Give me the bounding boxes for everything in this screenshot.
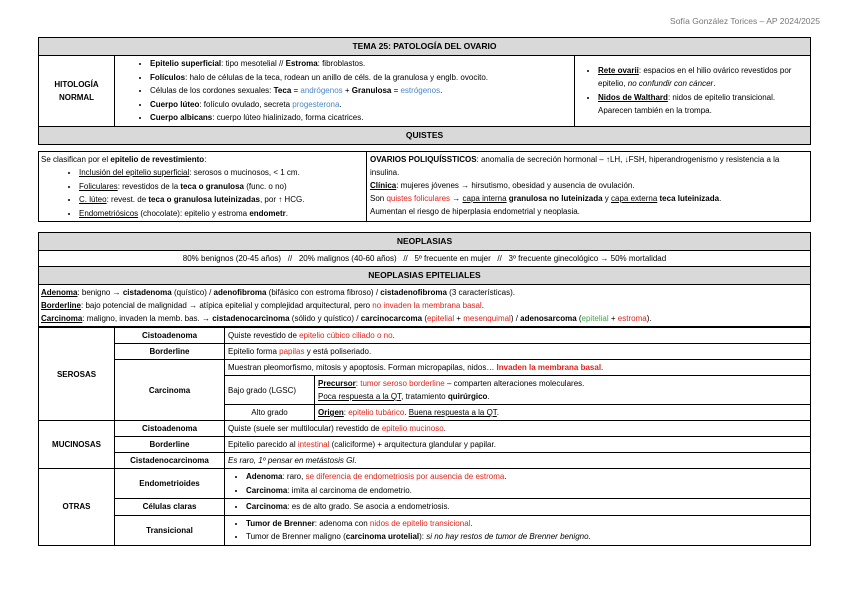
row-label: Cistoadenoma [115,328,225,344]
list-item: • C. lúteo: revest. de teca o granulosa luteinizadas, por ↑ HCG. [79,193,363,207]
list-item: • Adenoma: raro, se diferencia de endometriosis por ausencia de estroma. [246,470,807,484]
page-title: TEMA 25: PATOLOGÍA DEL OVARIO [39,38,811,56]
neoplasias-table [38,232,811,327]
table-row [39,515,811,545]
list-item: • Cuerpo lúteo: folículo ovulado, secreta progesterona. [150,98,571,112]
mucinosas-label: MUCINOSAS [39,421,115,469]
row-label: Borderline [115,344,225,360]
table-row [39,437,811,453]
table-row [39,453,811,469]
cell: Precursor: tumor seroso borderline – comparten alteraciones moleculares. Poca respuesta a la QT, tratamiento quirúrgico. [315,376,811,405]
row-label: Borderline [115,437,225,453]
cell: Quiste (suele ser multilocular) revestido de epitelio mucinoso. [225,421,811,437]
table-row [39,360,811,376]
sub-label: Alto grado [225,405,315,421]
quistes-list [41,166,363,220]
neoplasias-stats: 80% benignos (20-45 años) // 20% malignos (40-60 años) // 5º frecuente en mujer // 3º frecuente ginecológico → 50% mortalidad [39,251,811,267]
list-item: • Cuerpo albicans: cuerpo lúteo hialinizado, forma cicatrices. [150,111,571,125]
serosas-label: SEROSAS [39,328,115,421]
row-label: Transicional [115,515,225,545]
cell: Epitelio parecido al intestinal (caliciforme) + arquitectura glandular y papilar. [225,437,811,453]
list-item: • Foliculares: revestidos de la teca o granulosa (func. o no) [79,180,363,194]
list-item: • Epitelio superficial: tipo mesotelial // Estroma: fibroblastos. [150,57,571,71]
table-row [39,344,811,360]
cell: Es raro, 1º pensar en metástosis GI. [225,453,811,469]
quistes-table [38,151,811,222]
list-item: • Inclusión del epitelio superficial: serosos o mucinosos, < 1 cm. [79,166,363,180]
histologia-row [39,56,811,127]
cell: Muestran pleomorfismo, mitosis y apoptosis. Forman micropapilas, nidos… Invaden la membrana basal. [225,360,811,376]
tipos-table [38,327,811,546]
row-label: Cistadenocarcinoma [115,453,225,469]
poliquisticos-text: OVARIOS POLIQUÍSSTICOS: anomalía de secreción hormonal – ↑LH, ↓FSH, hiperandrogenismo y resistencia a la insulina. [370,155,780,177]
list-item: • Nidos de Walthard: nidos de epitelio transicional. Aparecen también en la trompa. [598,91,807,118]
quistes-heading: QUISTES [39,126,811,144]
list-item: • Folículos: halo de células de la teca, rodean un anillo de céls. de la granulosa y englb. ovocito. [150,71,571,85]
row-label: Endometrioides [115,469,225,499]
list-item: • Rete ovarii: espacios en el hilio ovárico revestidos por epitelio, no confundir con cáncer. [598,64,807,91]
row-label: Cistoadenoma [115,421,225,437]
quistes-foliculares-text: Son quistes foliculares → capa interna granulosa no luteinizada y capa externa teca luteinizada. [370,194,722,203]
table-row [39,328,811,344]
cell: Origen: epitelio tubárico. Buena respuesta a la QT. [315,405,811,421]
page-header: Sofía González Torices – AP 2024/2025 [670,16,820,26]
clinica-text: Clínica: mujeres jóvenes → hirsutismo, obesidad y ausencia de ovulación. [370,181,635,190]
histologia-list [118,57,571,125]
histologia-label: HITOLOGÍA NORMAL [39,56,115,127]
row-label: Carcinoma [115,360,225,421]
table-row [39,421,811,437]
row-label: Células claras [115,499,225,516]
histologia-table [38,37,811,145]
epiteliales-heading: NEOPLASIAS EPITELIALES [39,267,811,285]
histologia-right-list [578,64,807,118]
cell [225,469,811,499]
cell [225,515,811,545]
cell [225,499,811,516]
cell: Quiste revestido de epitelio cúbico ciliado o no. [225,328,811,344]
table-row [39,469,811,499]
list-item: • Tumor de Brenner maligno (carcinoma urotelial): si no hay restos de tumor de Brenner benigno. [246,530,807,544]
borderline-text: Borderline: bajo potencial de malignidad → atípica epitelial y complejidad arquitectural, pero no invaden la membrana basal. [41,301,484,310]
carcinoma-text: Carcinoma: maligno, invaden la memb. bas. → cistadenocarcinoma (sólido y quístico) / carcinocarcoma (epitelial + mesenquimal) / adenosarcoma (epitelial + estroma). [41,314,652,323]
adenoma-text: Adenoma: benigno → cistadenoma (quístico) / adenofibroma (bifásico con estroma fibroso) / cistadenofibroma (3 características). [41,288,515,297]
list-item: • Tumor de Brenner: adenoma con nidos de epitelio transicional. [246,517,807,531]
otras-label: OTRAS [39,469,115,546]
list-item: • Carcinoma: es de alto grado. Se asocia a endometriosis. [246,500,807,514]
riesgo-text: Aumentan el riesgo de hiperplasia endometrial y neoplasia. [370,207,580,216]
list-item: • Carcinoma: imita al carcinoma de endometrio. [246,484,807,498]
list-item: • Células de los cordones sexuales: Teca = andrógenos + Granulosa = estrógenos. [150,84,571,98]
quistes-intro: Se clasifican por el epitelio de revestimiento: [41,155,207,164]
cell: Epitelio forma papilas y está poliseriado. [225,344,811,360]
list-item: • Endometriósicos (chocolate): epitelio y estroma endometr. [79,207,363,221]
sub-label: Bajo grado (LGSC) [225,376,315,405]
table-row [39,499,811,516]
neoplasias-heading: NEOPLASIAS [39,233,811,251]
